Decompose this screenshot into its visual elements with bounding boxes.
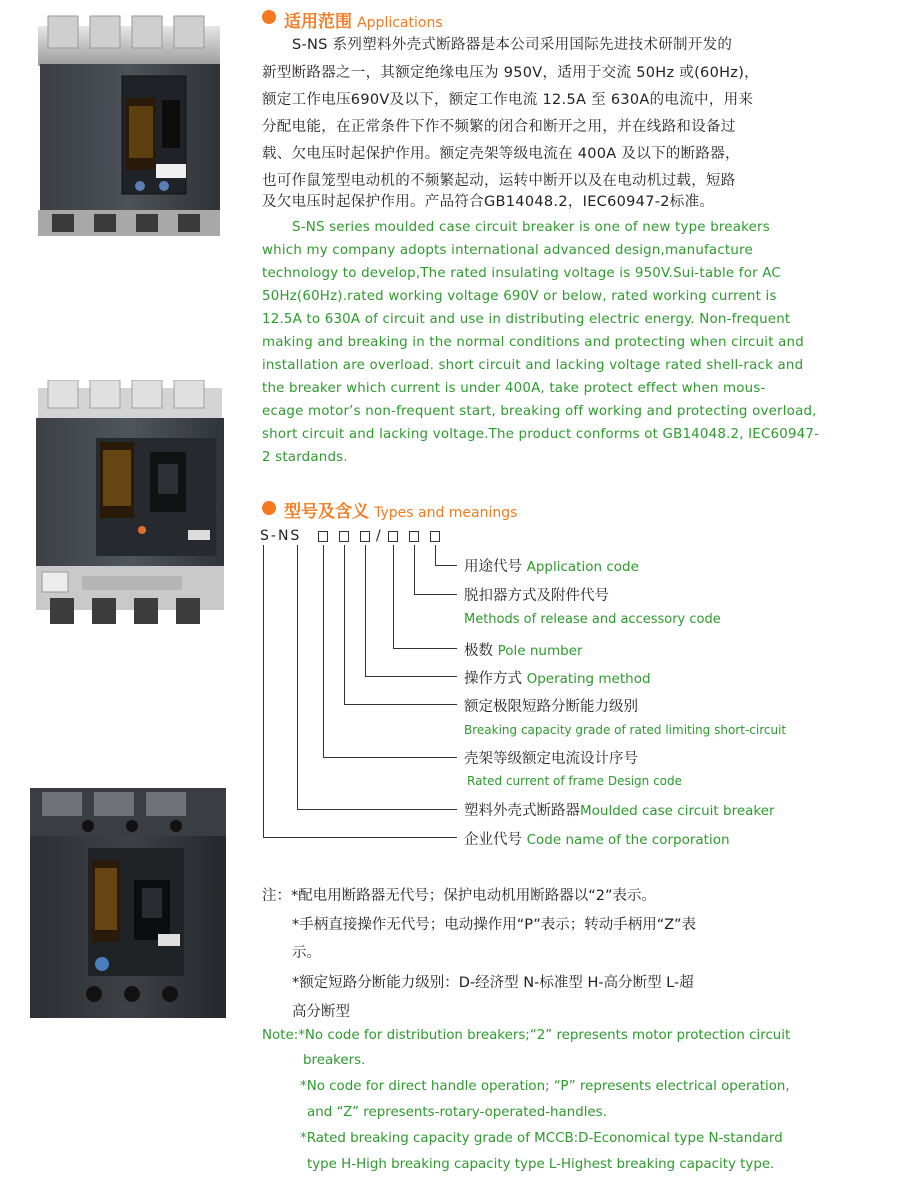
type-item-zh: 极数	[464, 643, 493, 659]
type-item-en: Application code	[526, 559, 639, 575]
note-zh-line: 注：*配电用断路器无代号；保护电动机用断路器以“2”表示。	[262, 888, 656, 904]
model-code-prefix: S-NS	[260, 528, 302, 544]
type-item-zh: 脱扣器方式及附件代号	[464, 588, 609, 604]
code-box	[339, 531, 349, 542]
types-heading	[284, 497, 517, 522]
note-en-line: breakers.	[303, 1053, 366, 1068]
type-item-corporation-code	[464, 828, 730, 849]
breaker-photo-3	[28, 788, 230, 1026]
zh-line: 额定工作电压690V及以下，额定工作电流 12.5A 至 630A的电流中，用来	[262, 92, 754, 108]
en-line: which my company adopts international advanced design,manufacture	[262, 243, 753, 258]
type-item-moulded-case	[464, 799, 775, 820]
type-item-zh: 壳架等级额定电流设计序号	[464, 751, 638, 767]
type-item-frame-current	[464, 747, 638, 768]
en-line: ecage motor’s non-frequent start, breaking off working and protecting overload,	[262, 404, 817, 419]
en-line: 2 stardands.	[262, 450, 348, 465]
type-item-frame-current-en: Rated current of frame Design code	[467, 774, 683, 788]
en-line: 12.5A to 630A of circuit and use in distributing electric energy. Non-frequent	[262, 312, 791, 327]
type-item-zh: 企业代号	[464, 832, 522, 848]
breaker-photo-2	[30, 380, 230, 632]
applications-heading-en: Applications	[357, 15, 443, 31]
type-item-en: Operating method	[526, 671, 651, 687]
type-item-breaking-capacity	[464, 695, 638, 716]
note-en-line: type H-High breaking capacity type L-Highest breaking capacity type.	[307, 1157, 775, 1172]
type-item-release-method-en: Methods of release and accessory code	[464, 612, 721, 627]
note-zh-line: *手柄直接操作无代号；电动操作用“P”表示；转动手柄用“Z”表	[292, 917, 696, 933]
en-line: technology to develop,The rated insulating voltage is 950V.Sui-table for AC	[262, 266, 781, 281]
note-zh-line: 高分断型	[292, 1004, 350, 1020]
en-line: short circuit and lacking voltage.The product conforms ot GB14048.2, IEC60947-	[262, 427, 820, 442]
types-heading-zh: 型号及含义	[284, 502, 369, 522]
en-line: making and breaking in the normal conditions and protecting when circuit and	[262, 335, 804, 350]
en-line: the breaker which current is under 400A, take protect effect when mous-	[262, 381, 766, 396]
types-bullet	[262, 501, 276, 515]
type-item-en: Pole number	[497, 643, 583, 659]
zh-line: 新型断路器之一，其额定绝缘电压为 950V，适用于交流 50Hz 或(60Hz)，	[262, 65, 759, 81]
code-box	[318, 531, 328, 542]
zh-line: S-NS 系列塑料外壳式断路器是本公司采用国际先进技术研制开发的	[292, 37, 733, 53]
en-line: 50Hz(60Hz).rated working voltage 690V or below, rated working current is	[262, 289, 777, 304]
type-item-zh: 塑料外壳式断路器	[464, 803, 580, 819]
type-item-en: Code name of the corporation	[526, 832, 730, 848]
zh-line: 及欠电压时起保护作用。产品符合GB14048.2，IEC60947-2标准。	[262, 194, 715, 210]
note-en-line: *No code for direct handle operation; “P” represents electrical operation,	[300, 1079, 790, 1094]
note-en-line: and “Z” represents-rotary-operated-handles.	[307, 1105, 607, 1120]
type-item-pole-number	[464, 639, 583, 660]
applications-heading	[284, 7, 443, 32]
code-box	[360, 531, 370, 542]
note-en-line: Note:*No code for distribution breakers;“2” represents motor protection circuit	[262, 1028, 791, 1043]
types-heading-en: Types and meanings	[374, 505, 518, 521]
applications-heading-zh: 适用范围	[284, 12, 352, 32]
type-item-breaking-capacity-en: Breaking capacity grade of rated limiting short-circuit	[464, 723, 787, 737]
en-line: S-NS series moulded case circuit breaker is one of new type breakers	[292, 220, 770, 235]
zh-line: 也可作鼠笼型电动机的不频繁起动，运转中断开以及在电动机过载，短路	[262, 173, 736, 189]
en-line: installation are overload. short circuit and lacking voltage rated shell-rack and	[262, 358, 804, 373]
type-item-zh: 用途代号	[464, 559, 522, 575]
code-box	[388, 531, 398, 542]
code-box	[409, 531, 419, 542]
type-item-en: Moulded case circuit breaker	[580, 803, 775, 819]
type-item-release-method	[464, 584, 609, 605]
type-item-zh: 操作方式	[464, 671, 522, 687]
code-slash: /	[376, 528, 381, 544]
code-box	[430, 531, 440, 542]
type-item-application-code	[464, 555, 639, 576]
applications-bullet	[262, 10, 276, 24]
note-zh-line: 示。	[292, 945, 321, 961]
breaker-photo-1	[30, 14, 230, 242]
note-zh-line: *额定短路分断能力级别：D-经济型 N-标准型 H-高分断型 L-超	[292, 975, 694, 991]
note-en-line: *Rated breaking capacity grade of MCCB:D-Economical type N-standard	[300, 1131, 783, 1146]
zh-line: 载、欠电压时起保护作用。额定壳架等级电流在 400A 及以下的断路器，	[262, 146, 740, 162]
type-item-zh: 额定极限短路分断能力级别	[464, 699, 638, 715]
type-item-operating-method	[464, 667, 651, 688]
zh-line: 分配电能，在正常条件下作不频繁的闭合和断开之用，并在线路和设备过	[262, 119, 736, 135]
